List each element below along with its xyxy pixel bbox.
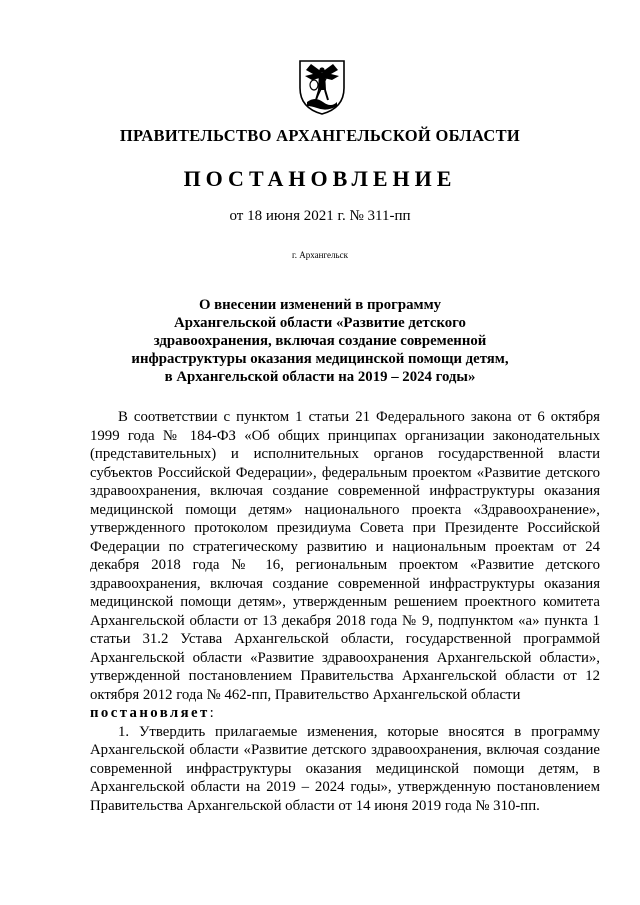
document-subject (120, 296, 520, 386)
decree-colon: : (209, 705, 214, 721)
document-type: ПОСТАНОВЛЕНИЕ (183, 166, 457, 191)
government-title: ПРАВИТЕЛЬСТВО АРХАНГЕЛЬСКОЙ ОБЛАСТИ (119, 126, 521, 145)
subject-line: здравоохранения, включая создание современной (153, 333, 487, 349)
document-body (90, 408, 600, 815)
decree-word: постановляет (90, 705, 210, 721)
subject-line: инфраструктуры оказания медицинской помощи детям, (131, 351, 509, 367)
body-paragraph (90, 408, 600, 723)
coat-of-arms-icon (297, 58, 347, 116)
document-city: г. Архангельск (292, 250, 348, 260)
preamble-text: В соответствии с пунктом 1 статьи 21 Федерального закона от 6 октября 1999 года № 184-ФЗ «Об общих принципах организации законодательных (представительных) и исполнительных органов государственной власти субъектов Российской Федерации», федеральным проектом «Развитие детского здравоохранения, включая создание современной инфраструктуры оказания медицинской помощи детям» национального проекта «Здравоохранение», утвержденного протоколом президиума Совета при Президенте Российской Федерации по стратегическому развитию и национальным проектам от 24 декабря 2018 года № 16, региональным проектом «Развитие детского здравоохранения, включая создание современной инфраструктуры оказания медицинской помощи детям», утвержденным решением проектного комитета Архангельской области от 13 декабря 2018 года № 9, подпунктом «а» пункта 1 статьи 31.2 Устава Архангельской области, государственной программой Архангельской области «Развитие здравоохранения Архангельской области», утвержденной постановлением Правительства Архангельской области от 12 октября 2012 года № 462-пп, Правительство Архангельской области (90, 409, 600, 703)
document-date-number: от 18 июня 2021 г. № 311-пп (229, 208, 411, 224)
subject-line: Архангельской области «Развитие детского (174, 315, 466, 331)
subject-line: О внесении изменений в программу (198, 297, 442, 313)
subject-line: в Архангельской области на 2019 – 2024 годы» (164, 369, 476, 385)
body-paragraph: 1. Утвердить прилагаемые изменения, которые вносятся в программу Архангельской области «Развитие детского здравоохранения, включая создание современной инфраструктуры оказания медицинской помощи детям, в Архангельской области на 2019 – 2024 годы», утвержденную постановлением Правительства Архангельской области от 14 июня 2019 года № 310-пп. (90, 723, 600, 814)
